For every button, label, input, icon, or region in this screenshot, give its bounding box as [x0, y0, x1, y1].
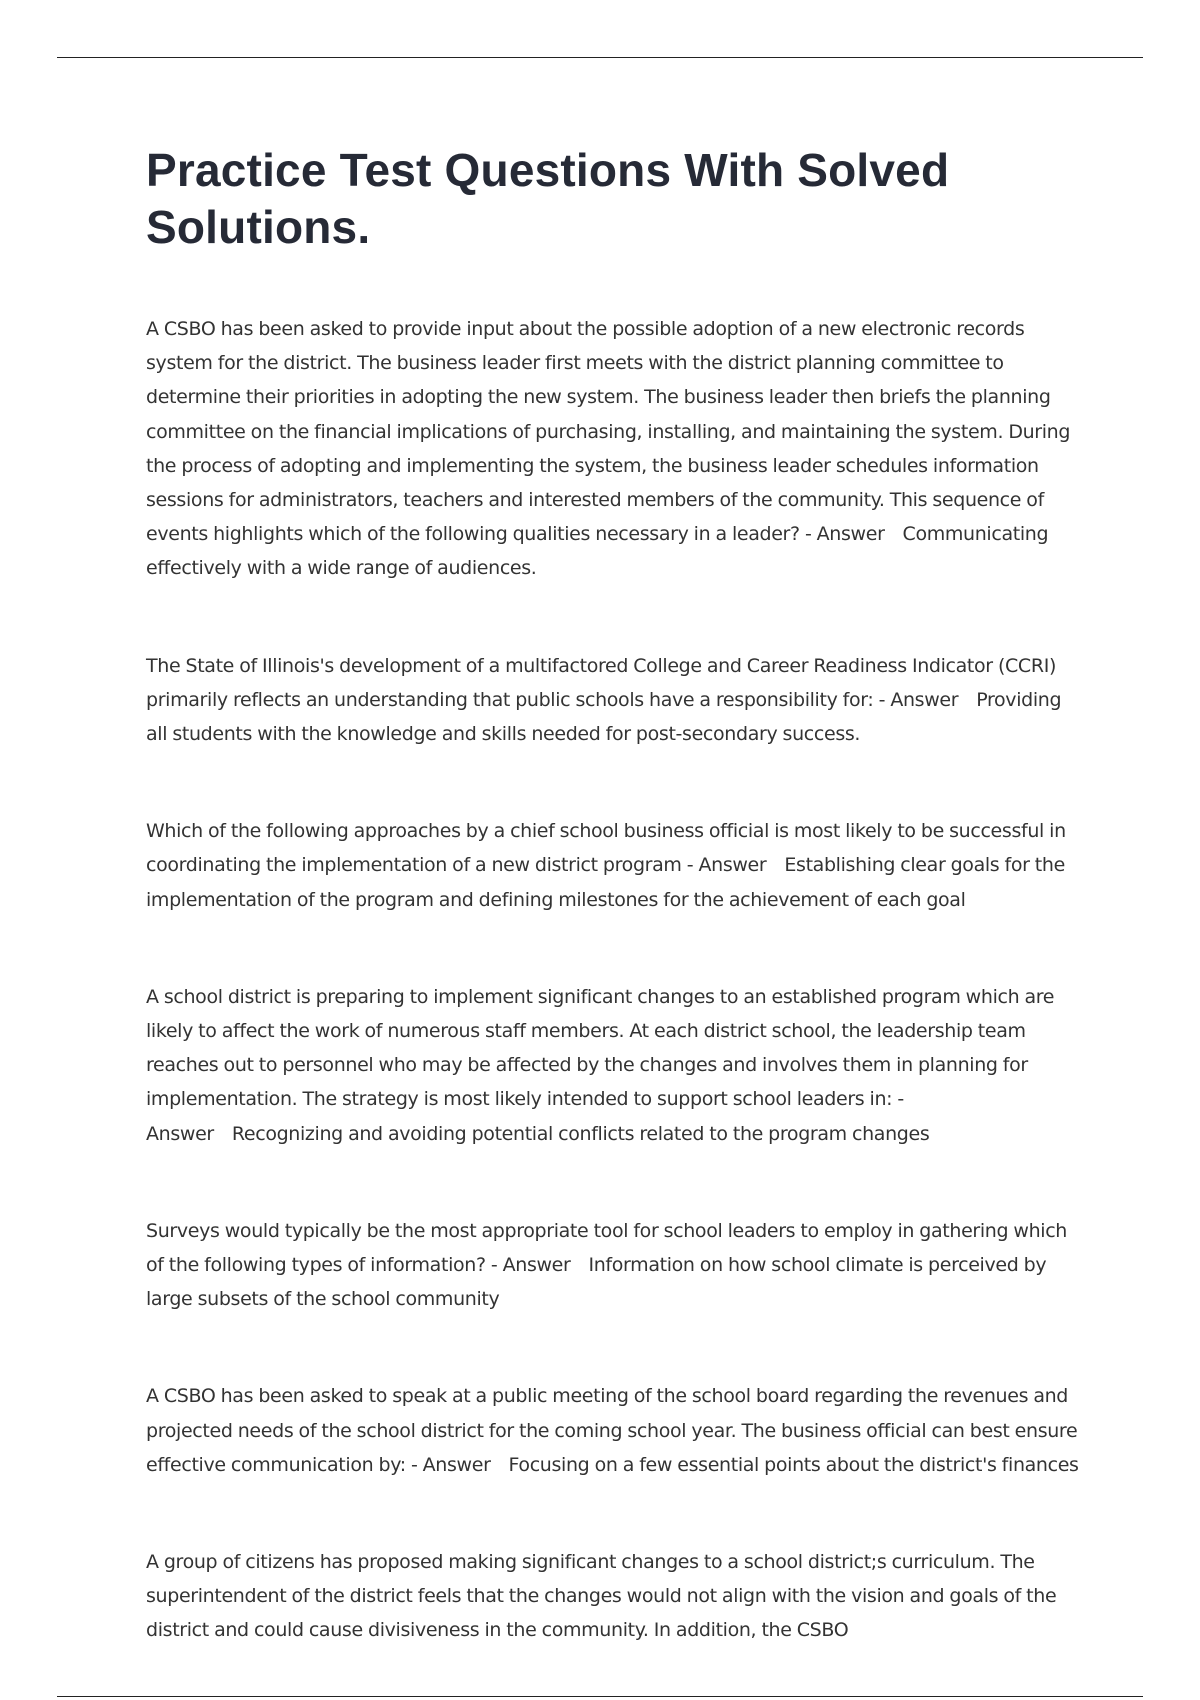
qa-item: [146, 814, 1086, 917]
qa-item: [146, 1214, 1086, 1317]
answer-label: - Answer: [146, 1088, 904, 1145]
document-body: [146, 142, 1086, 1648]
qa-item: [146, 312, 1086, 586]
question-text: The State of Illinois's development of a multifactored College and Career Readiness Indicator (CCRI) primarily reflects an understanding that public schools have a responsibility for:: [146, 654, 1057, 711]
qa-item: [146, 1379, 1086, 1482]
question-text: Which of the following approaches by a chief school business official is most likely to be successful in coordinating the implementation of a new district program: [146, 820, 1066, 877]
answer-text: Establishing clear goals for the implementation of the program and defining milestones for the achievement of each goal: [146, 854, 1065, 911]
answer-text: Providing all students with the knowledge and skills needed for post-secondary success.: [146, 688, 1062, 746]
question-text: A school district is preparing to implement significant changes to an established program which are likely to affect the work of numerous staff members. At each district school, the leadership team reaches out to personnel who may be affected by the changes and involves them in planning for implementation. The strategy is most likely intended to support school leaders in:: [146, 985, 1055, 1111]
answer-text: Information on how school climate is perceived by large subsets of the school community: [146, 1254, 1047, 1311]
bottom-rule: [57, 1696, 1143, 1697]
qa-item: [146, 1545, 1086, 1648]
answer-text: Recognizing and avoiding potential conflicts related to the program changes: [231, 1122, 930, 1145]
answer-label: - Answer: [485, 1254, 571, 1277]
page-title: Practice Test Questions With Solved Solutions.: [146, 144, 950, 253]
answer-label: - Answer: [681, 854, 767, 877]
question-text: A group of citizens has proposed making significant changes to a school district;s curriculum. The superintendent of the district feels that the changes would not align with the vision and goals of the district and could cause divisiveness in the community. In addition, the CSBO: [146, 1551, 1057, 1642]
qa-item: [146, 980, 1086, 1151]
answer-text: Communicating effectively with a wide range of audiences.: [146, 523, 1049, 580]
answer-text: Focusing on a few essential points about the district's finances: [508, 1453, 1079, 1476]
question-text: A CSBO has been asked to speak at a public meeting of the school board regarding the revenues and projected needs of the school district for the coming school year. The business official can best ensure effective communication by:: [146, 1385, 1078, 1476]
question-text: A CSBO has been asked to provide input about the possible adoption of a new electronic records system for the district. The business leader first meets with the district planning committee to determine their priorities in adopting the new system. The business leader then briefs the planning committee on the financial implications of purchasing, installing, and maintaining the system. During the process of adopting and implementing the system, the business leader schedules information sessions for administrators, teachers and interested members of the community. This sequence of events highlights which of the following qualities necessary in a leader?: [146, 318, 1071, 546]
question-text: Surveys would typically be the most appropriate tool for school leaders to employ in gathering which of the following types of information?: [146, 1219, 1067, 1277]
answer-label: - Answer: [405, 1453, 491, 1476]
answer-label: - Answer: [799, 523, 885, 546]
answer-label: - Answer: [873, 688, 959, 711]
top-rule: [57, 57, 1143, 58]
qa-item: [146, 649, 1086, 752]
